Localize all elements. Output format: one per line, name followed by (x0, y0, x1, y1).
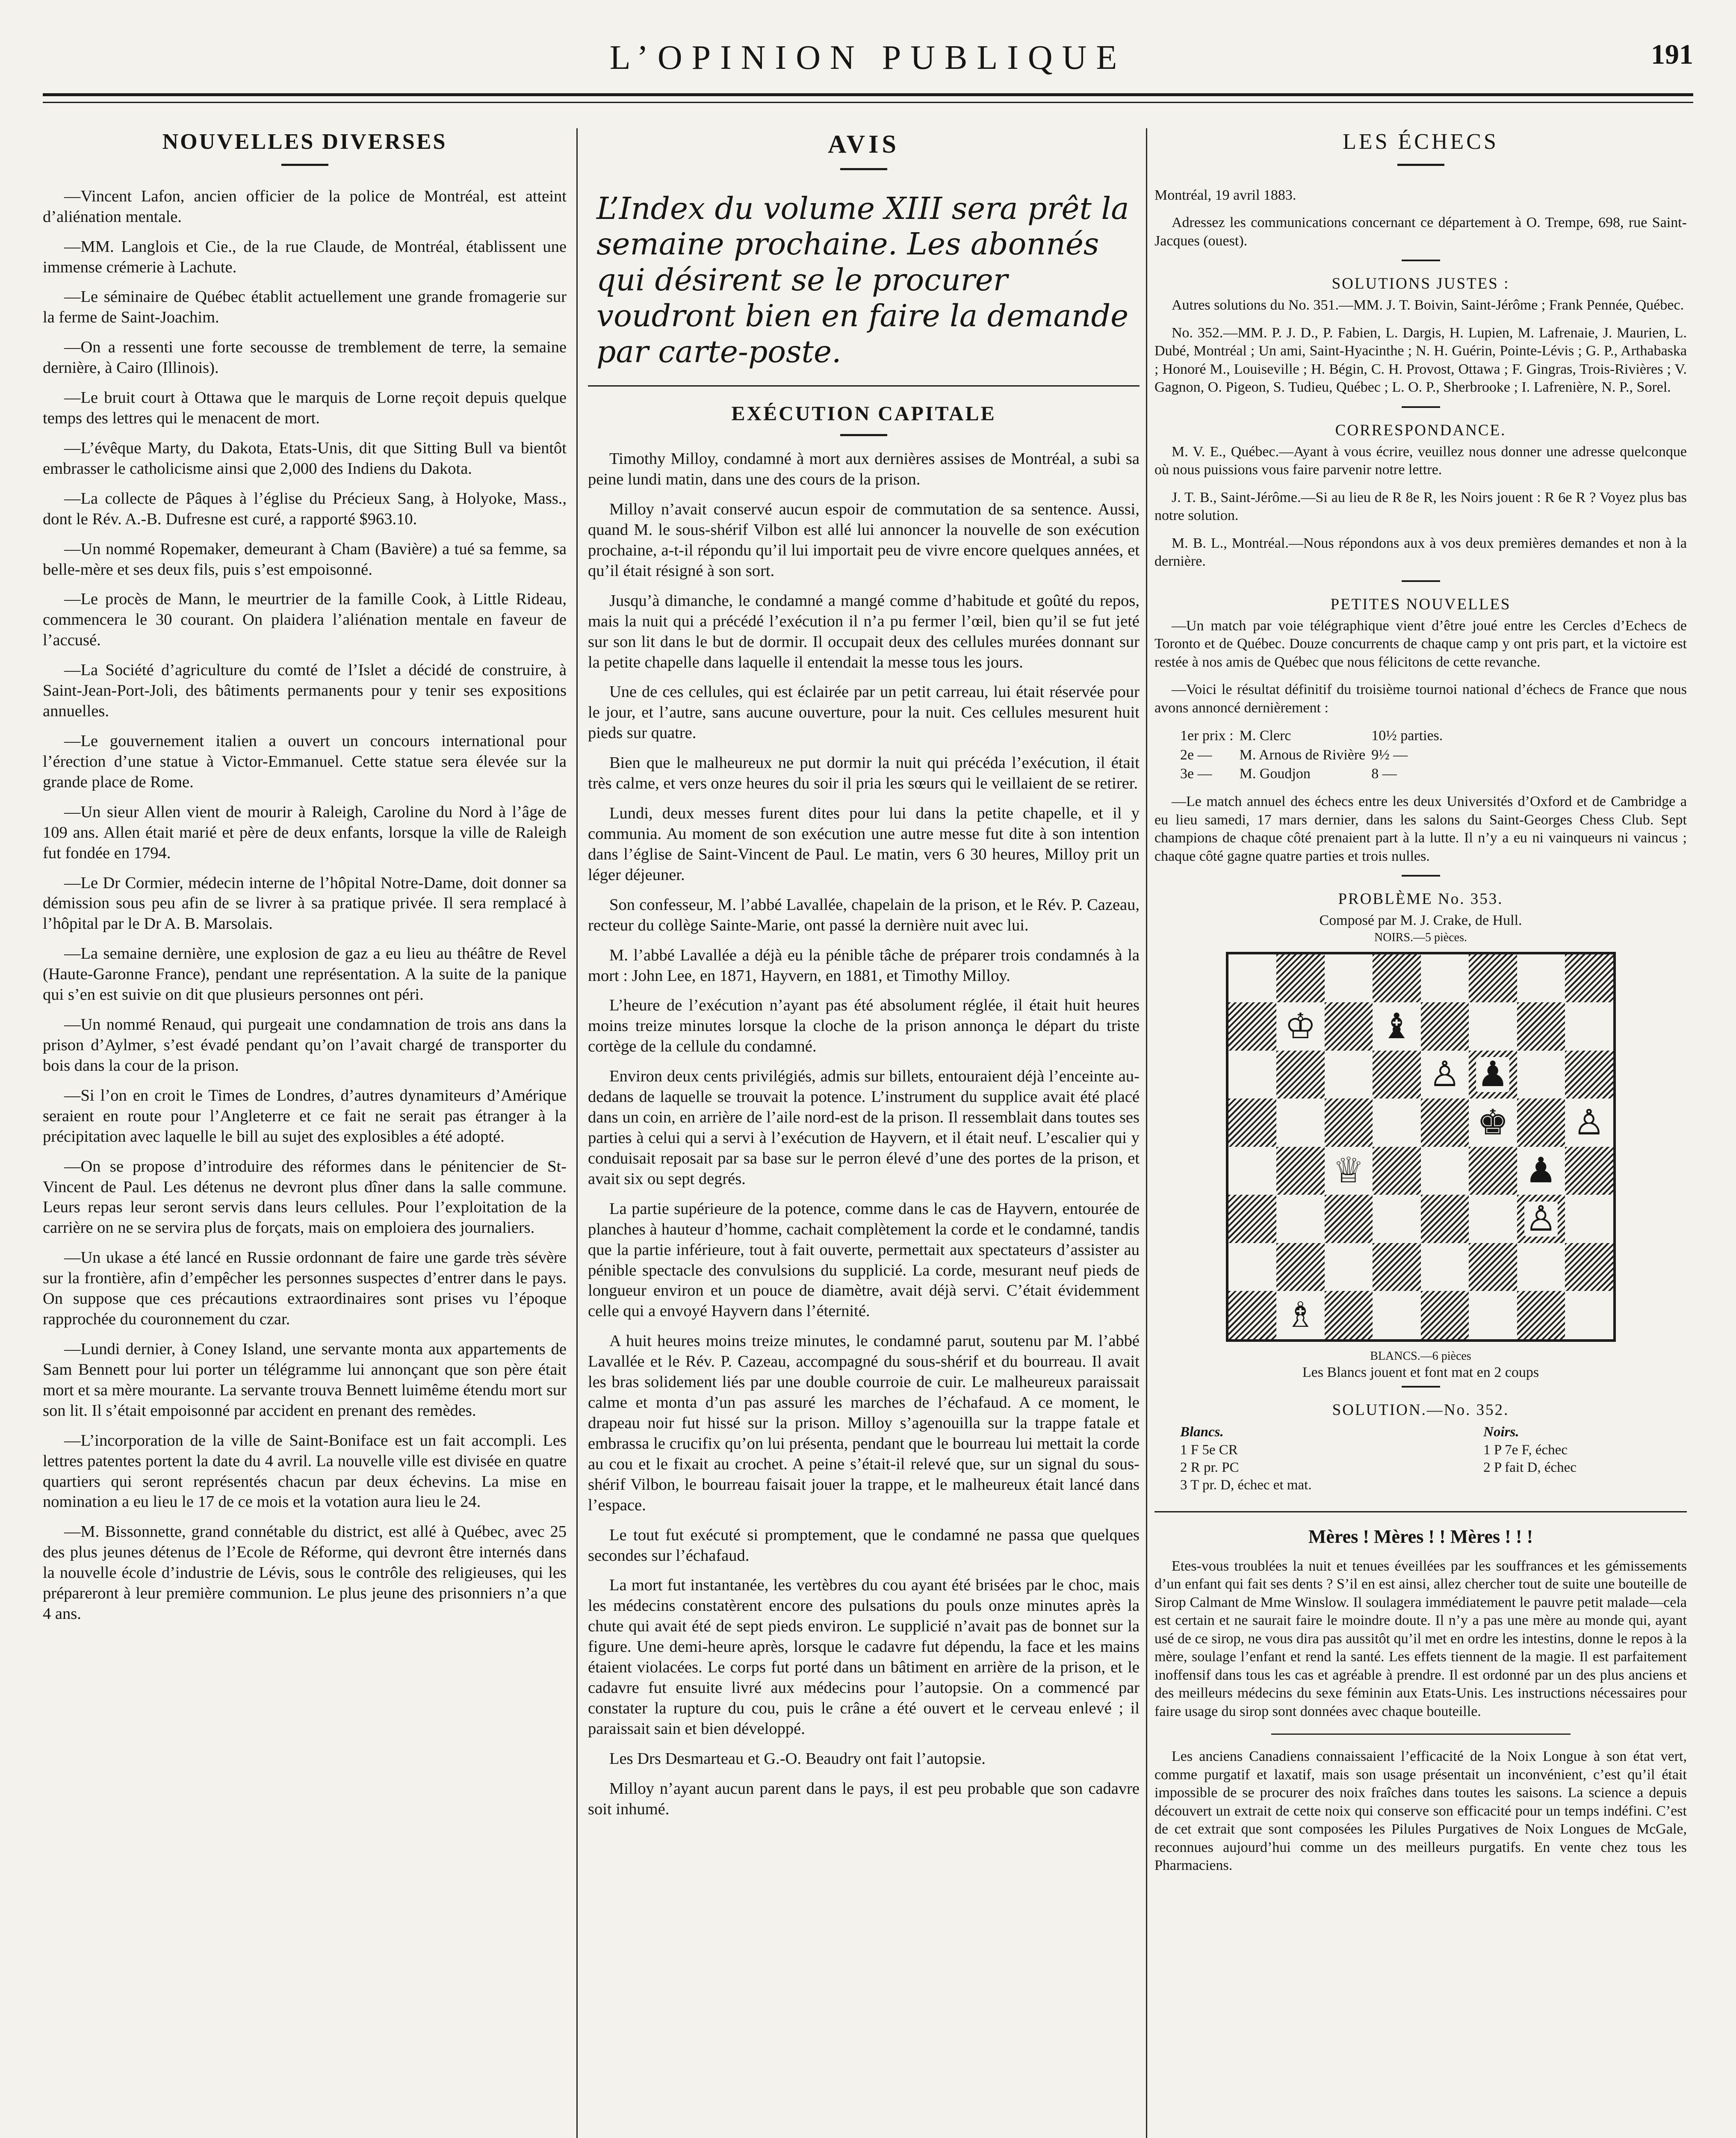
divider (1402, 406, 1440, 408)
newspaper-title: L’OPINION PUBLIQUE (609, 39, 1127, 77)
divider (1402, 1386, 1440, 1388)
black-move: 2 P fait D, échec (1483, 1459, 1577, 1475)
board-square (1421, 1147, 1469, 1195)
news-item: —MM. Langlois et Cie., de la rue Claude, de Montréal, établissent une immense crémerie à Lachute. (43, 237, 567, 276)
section-title-execution: EXÉCUTION CAPITALE (731, 402, 996, 425)
column-rule-1 (576, 128, 578, 2138)
news-item: —Un sieur Allen vient de mourir à Raleigh, Caroline du Nord à l’âge de 109 ans. Allen était marié et père de deux enfants, lorsque la ville de Raleigh fut fondée en 1794. (43, 803, 567, 862)
board-square (1373, 1243, 1421, 1291)
article-paragraph: M. l’abbé Lavallée a déjà eu la pénible tâche de préparer trois condamnés à la mort : John Lee, en 1871, Hayvern, en 1881, et Timothy Milloy. (588, 946, 1140, 985)
board-square (1276, 1099, 1325, 1147)
news-item: —M. Bissonnette, grand connétable du district, est allé à Québec, avec 25 des plus jeunes détenus de l’Ecole de Réforme, qui devront être internés dans la nouvelle école d’industrie de Lévis, sous le contrôle des religieuses, qui les prépareront à leur première communion. Le plus jeune des prisonniers n’a que 4 ans. (43, 1523, 567, 1623)
board-square (1276, 954, 1325, 1003)
article-paragraph: Une de ces cellules, qui est éclairée par un petit carreau, lui était réservée pour le jour, et l’autre, sans aucune ouverture, pour la nuit. Ces cellules mesurent huit pieds sur quatre. (588, 683, 1140, 742)
board-square (1421, 1002, 1469, 1051)
solution-title: SOLUTION.—No. 352. (1332, 1401, 1509, 1419)
solution-header-white: Blancs. (1180, 1424, 1224, 1440)
solution-row (1154, 1477, 1687, 1494)
board-square (1228, 1002, 1277, 1051)
board-square (1276, 1051, 1325, 1099)
black-move (1458, 1477, 1687, 1494)
news-item: —Le séminaire de Québec établit actuellement une grande fromagerie sur la ferme de Saint-Joachim. (43, 288, 567, 327)
correspondance-entry: J. T. B., Saint-Jérôme.—Si au lieu de R 8e R, les Noirs jouent : R 6e R ? Voyez plus bas notre solution. (1154, 489, 1687, 524)
ad-divider (1271, 1733, 1571, 1735)
petites-nouvelles-oxford: —Le match annuel des échecs entre les deux Universités d’Oxford et de Cambridge a eu lieu samedi, 17 mars dernier, dans les salons du Saint-Georges Chess Club. Sept champions de chaque côté prenaient part à la lutte. Il n’y a eu ni vainqueurs ni vaincus ; chaque côté gagne quatre parties et trois nulles. (1154, 794, 1687, 864)
correspondance-list (1154, 443, 1687, 571)
problem-author: Composé par M. J. Crake, de Hull. (1319, 912, 1522, 929)
board-square (1276, 1243, 1325, 1291)
chess-board (1226, 952, 1616, 1342)
news-item: —Un ukase a été lancé en Russie ordonnant de faire une garde très sévère sur la frontière, afin d’empêcher les personnes suspectes d’entrer dans le pays. On suppose que ces précautions extraordinaires sont prises vu l’époque rapprochée du couronnement du czar. (43, 1249, 567, 1329)
board-square (1517, 1147, 1565, 1195)
board-square (1517, 1195, 1565, 1243)
chess-piece-icon: ♗ (1284, 1294, 1316, 1335)
article-paragraph: L’heure de l’exécution n’ayant pas été absolument réglée, il était huit heures moins treize minutes lorsque la cloche de la prison annonça le départ du triste cortège de la cellule du condamné. (588, 996, 1140, 1056)
board-square (1421, 1291, 1469, 1339)
black-move: 1 P 7e F, échec (1483, 1442, 1568, 1458)
section-title-nouvelles: NOUVELLES DIVERSES (162, 130, 447, 154)
divider (1402, 875, 1440, 877)
solution-row (1154, 1459, 1687, 1477)
problem-title: PROBLÈME No. 353. (1338, 890, 1503, 908)
advert-body-meres: Etes-vous troublées la nuit et tenues éveillées par les souffrances et les gémissements d’un enfant qui fait ses dents ? S’il en est ainsi, allez chercher tout de suite une bouteille de Sirop Calmant de Mme Winslow. Il soulagera immédiatement le pauvre petit malade—cela est certain et ne saurait faire le moindre doute. Il n’y a pas une mère au monde qui, ayant usé de ce sirop, ne vous dira pas aussitôt qu’il met en ordre les intestins, donne le repos à la mère, soulage l’enfant et rend la santé. Les effets tiennent de la magie. Il est parfaitement inoffensif dans tous les cas et agréable à prendre. Il est ordonné par un des plus anciens et des meilleurs médecins du sexe féminin aux Etats-Unis. Les instructions nécessaires pour faire usage du sirop sont données avec chaque bouteille. (1154, 1558, 1687, 1719)
black-pieces-label: NOIRS.—5 pièces. (1374, 930, 1467, 944)
white-move: 1 F 5e CR (1180, 1442, 1238, 1458)
board-square (1565, 1099, 1613, 1147)
board-square (1517, 1243, 1565, 1291)
news-item: —Le procès de Mann, le meurtrier de la famille Cook, à Little Rideau, commencera le 30 courant. On plaidera l’aliénation mentale en faveur de l’accusé. (43, 590, 567, 650)
prize-rank: 2e — (1180, 747, 1212, 763)
white-move: 3 T pr. D, échec et mat. (1180, 1477, 1312, 1493)
section-title-echecs: LES ÉCHECS (1343, 130, 1499, 154)
problem-caption: Les Blancs jouent et font mat en 2 coups (1302, 1364, 1539, 1380)
news-items-list (43, 186, 567, 1624)
correspondance-title: CORRESPONDANCE. (1335, 421, 1506, 439)
board-square (1469, 1051, 1517, 1099)
news-item: —Un nommé Renaud, qui purgeait une condamnation de trois ans dans la prison d’Aylmer, s’est évadé pendant qu’on l’avait chargé de transporter du bois dans la cour de la prison. (43, 1016, 567, 1075)
chess-piece-icon: ♟ (1525, 1150, 1557, 1191)
board-square (1565, 1291, 1613, 1339)
petite-nouvelle: —Voici le résultat définitif du troisième tournoi national d’échecs de France que nous avons annoncé dernièrement : (1154, 682, 1687, 716)
solution-entry: No. 352.—MM. P. J. D., P. Fabien, L. Dargis, H. Lupien, M. Lafrenaie, J. Maurien, L. Dubé, Montréal ; Un ami, Saint-Hyacinthe ; N. H. Guérin, Pointe-Lévis ; G. P., Arthabaska ; Honoré M., Louiseville ; H. Bégin, C. H. Provost, Ottawa ; F. Gingras, Trois-Rivières ; V. Gagnon, O. Pigeon, S. Tudieu, Québec ; L. O. P., Sherbrooke ; I. Lafrenière, N. P., Sorel. (1154, 325, 1687, 396)
masthead (43, 38, 1693, 90)
ad-divider (1154, 1511, 1687, 1512)
board-square (1469, 1195, 1517, 1243)
board-square (1228, 1051, 1277, 1099)
board-square (1325, 1243, 1373, 1291)
board-square (1469, 954, 1517, 1003)
article-paragraph: Jusqu’à dimanche, le condamné a mangé comme d’habitude et goûté du repos, mais la nuit qui a précédé l’exécution il n’a pu fermer l’œil, bien qu’il se fut jeté sur son lit dans le but de dormir. Il occupait deux des cellules murées donnant sur la petite chapelle dans laquelle il entendait la messe tous les jours. (588, 591, 1140, 671)
board-square (1373, 954, 1421, 1003)
chess-date: Montréal, 19 avril 1883. (1154, 187, 1296, 203)
news-item: —La semaine dernière, une explosion de gaz a eu lieu au théâtre de Revel (Haute-Garonne France), pendant une représentation. A la suite de la panique qui s’en est suivie on dit que plusieurs personnes ont péri. (43, 945, 567, 1004)
board-square (1276, 1002, 1325, 1051)
prize-score: 8 — (1371, 766, 1397, 782)
news-item: —L’incorporation de la ville de Saint-Boniface est un fait accompli. Les lettres patentes portent la date du 4 avril. La nouvelle ville est divisée en quatre quartiers qui seront représentés chacun par deux échevins. La mise en nomination a eu lieu le 17 de ce mois et la votation aura lieu le 24. (43, 1431, 567, 1511)
board-square (1421, 1099, 1469, 1147)
section-divider (588, 385, 1140, 387)
board-square (1228, 1099, 1277, 1147)
board-square (1228, 1291, 1277, 1339)
news-item: —Lundi dernier, à Coney Island, une servante monta aux appartements de Sam Bennett pour lui porter un télégramme lui annonçant que son père était mort et sa mère mourante. La servante trouva Bennett luimême étendu mort sur son lit. Il s’était empoisonné par accident en prenant des remèdes. (43, 1340, 567, 1420)
board-square (1325, 1002, 1373, 1051)
article-paragraph: La partie supérieure de la potence, comme dans le cas de Hayvern, entourée de planches à hauteur d’homme, cachait complètement la corde et le condamné, tandis que la partie inférieure, tout à fait ouverte, permettait aux spectateurs d’assister au pénible spectacle des convulsions du supplicié. La corde, mesurant neuf pieds de longueur environ et un pouce de diamètre, avait déjà servi. C’était évidemment celle qui a envoyé Hayvern dans l’éternité. (588, 1199, 1140, 1320)
prize-name: M. Arnous de Rivière (1239, 747, 1366, 763)
divider (1402, 260, 1440, 261)
board-square (1373, 1051, 1421, 1099)
solution-header-black: Noirs. (1483, 1424, 1519, 1440)
chess-piece-icon: ♝ (1381, 1006, 1412, 1047)
article-paragraph: A huit heures moins treize minutes, le condamné parut, soutenu par M. l’abbé Lavallée et le Rév. P. Cazeau, accompagné du sous-shérif et du bourreau. Il avait les bras solidement liés par une double courroie de cuir. Le malheureux paraissait calme et monta d’un pas assuré les marches de l’échafaud. A ce moment, le drapeau noir fut hissé sur la prison. Milloy s’agenouilla sur la trappe fatale et embrassa le crucifix qu’on lui présenta, pendant que le bourreau lui mettait la corde au cou et le fixait au crochet. A peine s’était-il relevé que, sur un signal du sous-shérif Vilbon, le bourreau faisait jouer la trappe, et le malheureux était lancé dans l’espace. (588, 1332, 1140, 1514)
board-square (1325, 1099, 1373, 1147)
board-square (1276, 1291, 1325, 1339)
article-paragraph: Milloy n’ayant aucun parent dans le pays, il est peu probable que son cadavre soit inhumé. (588, 1779, 1140, 1818)
board-square (1276, 1147, 1325, 1195)
board-square (1325, 1051, 1373, 1099)
petites-nouvelles-title: PETITES NOUVELLES (1330, 595, 1511, 613)
solutions-list (1154, 296, 1687, 397)
article-paragraph: La mort fut instantanée, les vertèbres du cou ayant été brisées par le choc, mais les médecins constatèrent encore des pulsations du pouls onze minutes après la chute qui avait été de sept pieds environ. Le supplicié n’avait pas de bonnet sur la figure. Une demi-heure après, lorsque le cadavre fut dépendu, la face et les mains étaient violacées. Le corps fut porté dans un bâtiment en arrière de la prison, et le cadavre fut ensuite livré aux médecins pour l’autopsie. On a commencé par constater la rupture du cou, puis le crâne a été ouvert et le cerveau enlevé ; il paraissait sain et bien développé. (588, 1576, 1140, 1738)
article-paragraph: Timothy Milloy, condamné à mort aux dernières assises de Montréal, a subi sa peine lundi matin, dans une des cours de la prison. (588, 450, 1140, 489)
title-rule (840, 168, 887, 170)
board-square (1228, 1147, 1277, 1195)
advert-title-meres: Mères ! Mères ! ! Mères ! ! ! (1308, 1526, 1533, 1547)
chess-piece-icon: ♕ (1332, 1150, 1364, 1191)
chess-piece-icon: ♟ (1477, 1054, 1509, 1095)
board-square (1228, 1243, 1277, 1291)
title-rule (840, 434, 887, 436)
prize-score: 9½ — (1371, 747, 1408, 763)
solution-entry: Autres solutions du No. 351.—MM. J. T. Boivin, Saint-Jérôme ; Frank Pennée, Québec. (1172, 297, 1684, 313)
board-square (1421, 954, 1469, 1003)
board-square (1565, 1195, 1613, 1243)
board-square (1325, 954, 1373, 1003)
white-pieces-label: BLANCS.—6 pièces (1370, 1349, 1471, 1363)
board-square (1565, 954, 1613, 1003)
prize-score: 10½ parties. (1371, 728, 1443, 744)
board-square (1469, 1243, 1517, 1291)
prize-rank: 1er prix : (1180, 728, 1234, 744)
news-item: —Le Dr Cormier, médecin interne de l’hôpital Notre-Dame, doit donner sa démission sous peu afin de se livrer à sa pratique privée. Il sera remplacé à l’hôpital par le Dr A. B. Marsolais. (43, 874, 567, 933)
board-square (1373, 1195, 1421, 1243)
news-item: —Le bruit court à Ottawa que le marquis de Lorne reçoit depuis quelque temps des lettres qui le menacent de mort. (43, 389, 567, 428)
chess-piece-icon: ♚ (1477, 1102, 1509, 1143)
news-item: —Vincent Lafon, ancien officier de la police de Montréal, est atteint d’aliénation mentale. (43, 187, 567, 226)
board-square (1373, 1002, 1421, 1051)
execution-article (588, 449, 1140, 1819)
news-item: —L’évêque Marty, du Dakota, Etats-Unis, dit que Sitting Bull va bientôt embrasser le catholicisme ainsi que 2,000 des Indiens du Dakota. (43, 439, 567, 478)
chess-piece-icon: ♔ (1284, 1006, 1316, 1047)
chess-address: Adressez les communications concernant ce département à O. Trempe, 698, rue Saint-Jacques (ouest). (1154, 215, 1687, 249)
solution-row (1154, 1441, 1687, 1459)
news-item: —On se propose d’introduire des réformes dans le pénitencier de St-Vincent de Paul. Les détenus ne devront plus dîner dans la salle commune. Leurs repas leur seront servis dans leurs cellules. Pour l’exploitation de la carrière on ne se servira plus de forçats, mais on emploiera des journaliers. (43, 1157, 567, 1237)
article-paragraph: Son confesseur, M. l’abbé Lavallée, chapelain de la prison, et le Rév. P. Cazeau, recteur du collège Sainte-Marie, ont passé la dernière nuit avec lui. (588, 895, 1140, 934)
solution-table (1154, 1423, 1687, 1494)
board-square (1373, 1099, 1421, 1147)
board-square (1325, 1147, 1373, 1195)
column-nouvelles-diverses (43, 128, 567, 2138)
column-rule-2 (1146, 128, 1147, 2138)
petite-nouvelle: —Un match par voie télégraphique vient d’être joué entre les Cercles d’Echecs de Toronto et de Québec. Douze concurrents de chaque camp y ont pris part, et la victoire est restée à nos amis de Québec que nous félicitons de cette revanche. (1154, 617, 1687, 670)
board-square (1325, 1291, 1373, 1339)
board-square (1228, 954, 1277, 1003)
section-title-avis: AVIS (828, 130, 900, 158)
board-square (1421, 1051, 1469, 1099)
correspondance-entry: M. V. E., Québec.—Ayant à vous écrire, veuillez nous donner une adresse quelconque où nous puissions vous faire parvenir notre lettre. (1154, 443, 1687, 478)
board-square (1469, 1147, 1517, 1195)
prize-row (1180, 726, 1449, 745)
article-paragraph: Lundi, deux messes furent dites pour lui dans la petite chapelle, et il y communia. Au moment de son exécution une autre messe fut dite à son intention dans l’église de Saint-Vincent de Paul. Le matin, vers 6 30 heures, Milloy prit un léger déjeuner. (588, 804, 1140, 884)
board-square (1228, 1195, 1277, 1243)
page-number: 191 (1651, 39, 1693, 70)
news-item: —Le gouvernement italien a ouvert un concours international pour l’érection d’une statue à Victor-Emmanuel. Cette statue sera élevée sur la grande place de Rome. (43, 732, 567, 791)
board-square (1517, 954, 1565, 1003)
chess-piece-icon: ♙ (1525, 1198, 1557, 1239)
board-square (1517, 1051, 1565, 1099)
news-item: —La collecte de Pâques à l’église du Précieux Sang, à Holyoke, Mass., dont le Rév. A.-B. Dufresne est curé, a rapporté $963.10. (43, 489, 567, 528)
solutions-title: SOLUTIONS JUSTES : (1332, 275, 1510, 293)
prize-row (1180, 746, 1449, 765)
board-square (1325, 1195, 1373, 1243)
advert-body-noix: Les anciens Canadiens connaissaient l’efficacité de la Noix Longue à son état vert, comme purgatif et laxatif, mais son usage présentait un inconvénient, c’est qu’il était impossible de se procurer des noix fraîches dans toutes les saisons. La science a depuis découvert un extrait de cette noix qui conserve son efficacité pour un temps indéfini. C’est de cet extrait que sont composées les Pilules Purgatives de Noix Longues de McGale, reconnues aujourd’hui comme un des meilleurs purgatifs. En vente chez tous les Pharmaciens. (1154, 1748, 1687, 1874)
board-square (1565, 1147, 1613, 1195)
board-square (1469, 1291, 1517, 1339)
article-paragraph: Bien que le malheureux ne put dormir la nuit qui précéda l’exécution, il était très calme, et vers onze heures du soir il pria les sœurs qui le veillaient de se retirer. (588, 754, 1140, 793)
column-echecs (1154, 128, 1687, 2138)
board-square (1517, 1291, 1565, 1339)
prize-row (1180, 765, 1449, 783)
chess-piece-icon: ♙ (1573, 1102, 1605, 1143)
masthead-rule-bottom (43, 102, 1693, 103)
board-square (1565, 1002, 1613, 1051)
prize-rank: 3e — (1180, 766, 1212, 782)
masthead-rule-top (43, 93, 1693, 96)
prize-name: M. Clerc (1239, 728, 1291, 744)
article-paragraph: Les Drs Desmarteau et G.-O. Beaudry ont fait l’autopsie. (609, 1749, 986, 1768)
news-item: —La Société d’agriculture du comté de l’Islet a décidé de construire, à Saint-Jean-Port-Joli, des bâtiments permanents pour y tenir ses expositions annuelles. (43, 661, 567, 721)
board-square (1373, 1291, 1421, 1339)
news-item: —On a ressenti une forte secousse de tremblement de terre, la semaine dernière, à Cairo (Illinois). (43, 338, 567, 377)
article-paragraph: Le tout fut exécuté si promptement, que le condamné ne passa que quelques secondes sur l’échafaud. (588, 1526, 1140, 1565)
board-square (1469, 1099, 1517, 1147)
news-item: —Si l’on en croit le Times de Londres, d’autres dynamiteurs d’Amérique seraient en route pour l’Angleterre et ce fait ne serait pas étranger à la précipitation avec laquelle le bill au sujet des explosibles a été adopté. (43, 1086, 567, 1146)
board-square (1373, 1147, 1421, 1195)
prize-name: M. Goudjon (1239, 766, 1311, 782)
title-rule (1397, 164, 1444, 166)
board-square (1565, 1051, 1613, 1099)
correspondance-entry: M. B. L., Montréal.—Nous répondons aux à vos deux premières demandes et non à la dernière. (1154, 535, 1687, 570)
petites-nouvelles-list (1154, 617, 1687, 718)
article-paragraph: Environ deux cents privilégiés, admis sur billets, entouraient déjà l’enceinte au-dedans de laquelle se trouvait la potence. L’instrument du supplice avait été placé dans un coin, en arrière de l’aile nord-est de la prison. Il ressemblait dans toutes ses parties à celui qui a servi à l’exécution de Hayvern, et il était neuf. L’escalier qui y conduisait reposait par sa base sur le perron élevé d’une des portes de la prison, et avait six ou sept degrés. (588, 1067, 1140, 1188)
board-square (1421, 1243, 1469, 1291)
column-avis-execution (588, 128, 1140, 2138)
board-square (1517, 1099, 1565, 1147)
divider (1402, 580, 1440, 582)
avis-notice: L’Index du volume XIII sera prêt la semaine prochaine. Les abonnés qui désirent se le procurer voudront bien en faire la demande par carte-poste. (596, 190, 1129, 369)
board-square (1276, 1195, 1325, 1243)
board-square (1421, 1195, 1469, 1243)
board-square (1517, 1002, 1565, 1051)
white-move: 2 R pr. PC (1180, 1459, 1239, 1475)
article-paragraph: Milloy n’avait conservé aucun espoir de commutation de sa sentence. Aussi, quand M. le sous-shérif Vilbon est allé lui annoncer la nouvelle de son exécution prochaine, a-t-il répondu qu’il lui importait peu de vivre encore quelques années, et qu’il était résigné à son sort. (588, 500, 1140, 580)
news-item: —Un nommé Ropemaker, demeurant à Cham (Bavière) a tué sa femme, sa belle-mère et ses deux fils, puis s’est empoisonné. (43, 540, 567, 579)
title-rule (281, 164, 328, 166)
tournament-results-table (1180, 726, 1449, 783)
chess-piece-icon: ♙ (1429, 1054, 1461, 1095)
board-square (1469, 1002, 1517, 1051)
board-square (1565, 1243, 1613, 1291)
